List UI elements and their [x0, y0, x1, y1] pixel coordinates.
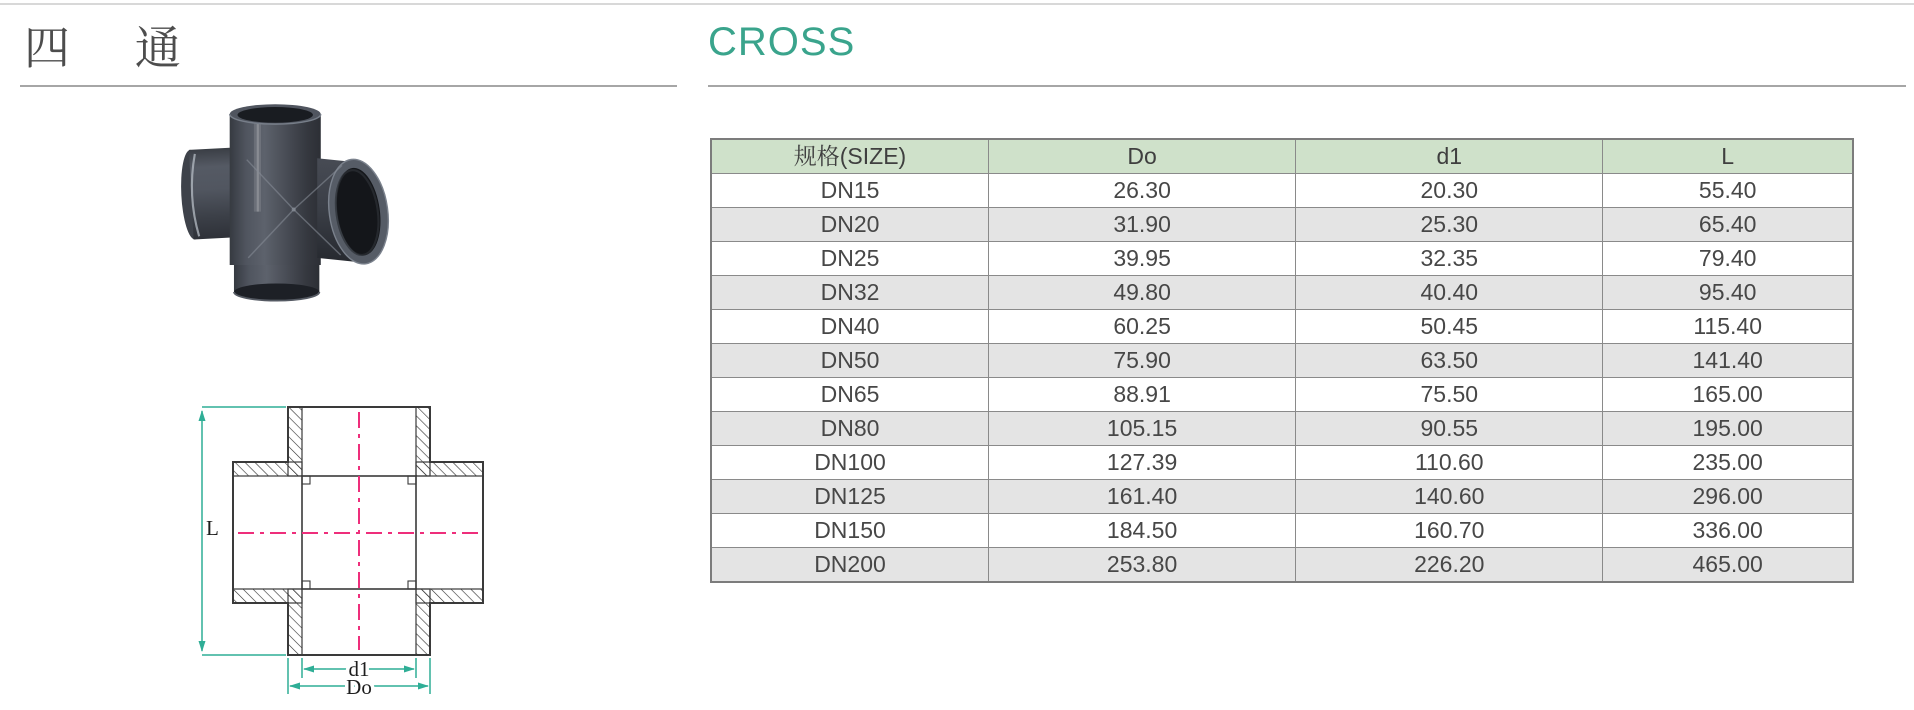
table-row	[711, 480, 1853, 514]
table-cell: 40.40	[1296, 276, 1603, 310]
right-socket-arm	[317, 155, 394, 267]
table-cell: DN150	[711, 514, 989, 548]
table-cell: DN125	[711, 480, 989, 514]
table-row	[711, 242, 1853, 276]
table-header-cell: L	[1603, 139, 1853, 174]
table-cell: 32.35	[1296, 242, 1603, 276]
table-cell: 63.50	[1296, 344, 1603, 378]
pvc-cross-fitting-photo	[150, 80, 520, 395]
top-socket-opening	[230, 104, 321, 124]
table-cell: 140.60	[1296, 480, 1603, 514]
table-row	[711, 514, 1853, 548]
table-cell: 115.40	[1603, 310, 1853, 344]
table-row	[711, 208, 1853, 242]
table-cell: 65.40	[1603, 208, 1853, 242]
table-cell: DN15	[711, 174, 989, 208]
table-cell: 160.70	[1296, 514, 1603, 548]
table-cell: 195.00	[1603, 412, 1853, 446]
table-cell: 165.00	[1603, 378, 1853, 412]
table-cell: DN50	[711, 344, 989, 378]
table-cell: DN200	[711, 548, 989, 583]
dimension-label-l: L	[206, 516, 219, 540]
table-cell: 253.80	[989, 548, 1296, 583]
table-cell: DN20	[711, 208, 989, 242]
table-cell: 79.40	[1603, 242, 1853, 276]
table-row	[711, 310, 1853, 344]
dimension-label-do: Do	[346, 675, 372, 699]
table-cell: 235.00	[1603, 446, 1853, 480]
table-cell: 105.15	[989, 412, 1296, 446]
title-underline-right	[708, 85, 1906, 87]
size-table-body	[711, 174, 1853, 583]
table-row	[711, 174, 1853, 208]
table-cell: 31.90	[989, 208, 1296, 242]
table-cell: 75.50	[1296, 378, 1603, 412]
crease-center-highlight	[292, 207, 296, 211]
table-cell: DN100	[711, 446, 989, 480]
table-cell: 60.25	[989, 310, 1296, 344]
product-title-english: CROSS	[708, 20, 856, 64]
cross-section-drawing	[165, 390, 505, 708]
table-row	[711, 446, 1853, 480]
table-cell: 20.30	[1296, 174, 1603, 208]
table-row	[711, 548, 1853, 583]
table-cell: 55.40	[1603, 174, 1853, 208]
table-cell: 465.00	[1603, 548, 1853, 583]
table-row	[711, 378, 1853, 412]
table-cell: 184.50	[989, 514, 1296, 548]
table-cell: 95.40	[1603, 276, 1853, 310]
table-cell: DN32	[711, 276, 989, 310]
table-cell: 50.45	[1296, 310, 1603, 344]
table-header-cell: 规格(SIZE)	[711, 139, 989, 174]
table-row	[711, 412, 1853, 446]
table-cell: 226.20	[1296, 548, 1603, 583]
table-cell: 49.80	[989, 276, 1296, 310]
table-cell: 90.55	[1296, 412, 1603, 446]
table-row	[711, 276, 1853, 310]
table-cell: 161.40	[989, 480, 1296, 514]
table-cell: 141.40	[1603, 344, 1853, 378]
size-table-header-row	[711, 139, 1853, 174]
product-title-chinese: 四 通	[24, 22, 207, 74]
table-header-cell: Do	[989, 139, 1296, 174]
table-cell: 296.00	[1603, 480, 1853, 514]
table-cell: DN40	[711, 310, 989, 344]
table-cell: DN65	[711, 378, 989, 412]
size-table	[710, 138, 1854, 583]
table-cell: DN80	[711, 412, 989, 446]
table-cell: 75.90	[989, 344, 1296, 378]
table-cell: 25.30	[1296, 208, 1603, 242]
table-cell: 110.60	[1296, 446, 1603, 480]
table-cell: 127.39	[989, 446, 1296, 480]
table-header-cell: d1	[1296, 139, 1603, 174]
table-row	[711, 344, 1853, 378]
dimension-label-d1: d1	[348, 657, 370, 681]
table-cell: 26.30	[989, 174, 1296, 208]
table-cell: 39.95	[989, 242, 1296, 276]
table-cell: DN25	[711, 242, 989, 276]
table-cell: 336.00	[1603, 514, 1853, 548]
table-cell: 88.91	[989, 378, 1296, 412]
page-top-divider	[0, 3, 1914, 5]
